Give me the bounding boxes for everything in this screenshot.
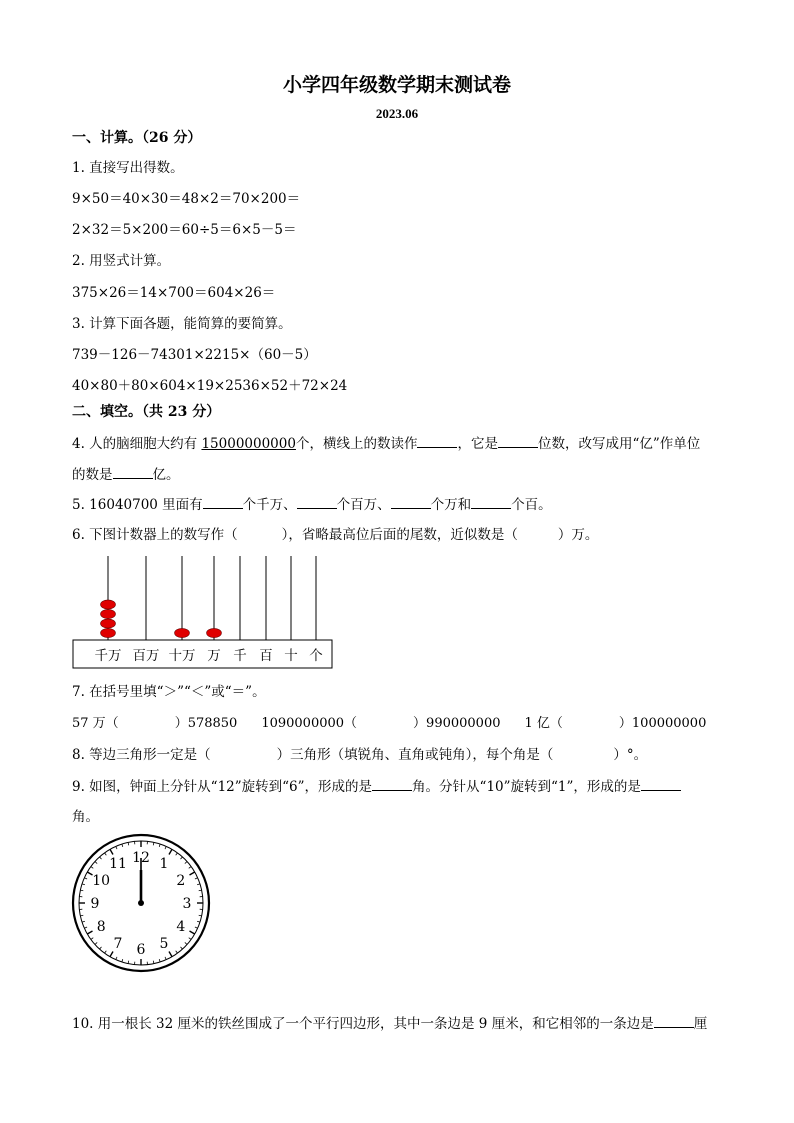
q4-text: 位数，改写成用“亿”作单位 — [537, 436, 701, 452]
q10-blank[interactable] — [654, 1014, 694, 1028]
clock-number: 2 — [176, 873, 186, 889]
q10-text: 10. 用一根长 32 厘米的铁丝围成了一个平行四边形，其中一条边是 9 厘米，和它相邻的一条边是 — [72, 1016, 654, 1032]
q2-item: 604×26＝ — [207, 285, 276, 301]
abacus-bead — [101, 609, 116, 618]
clock-number: 12 — [132, 850, 150, 866]
q1-item: 2×32＝ — [72, 222, 123, 238]
q7-text: ）100000000 — [618, 716, 707, 731]
q5-blank[interactable] — [471, 495, 511, 509]
abacus-bead — [175, 628, 190, 637]
q8-text: 8. 等边三角形一定是（ — [72, 747, 211, 763]
abacus-place-label: 万 — [207, 648, 221, 664]
q8-text: ）°。 — [613, 747, 648, 763]
q7-text: ）578850 — [174, 716, 238, 731]
abacus-counter — [72, 552, 337, 674]
q9-line1 — [72, 777, 681, 796]
q5-blank[interactable] — [391, 495, 431, 509]
q1-item: 5×200＝ — [122, 222, 182, 238]
q1-label: 1. 直接写出得数。 — [72, 160, 184, 176]
section2-heading: 二、填空。（共 23 分） — [72, 404, 221, 420]
q7-text: 1090000000（ — [261, 716, 358, 731]
clock-number: 3 — [182, 896, 192, 912]
q1-item: 40×30＝ — [122, 191, 182, 207]
q3-item: 40×80＋80×60 — [72, 378, 177, 394]
q6-text: 6. 下图计数器上的数写作（ — [72, 527, 238, 543]
q8-text: ）三角形（填锐角、直角或钝角），每个角是（ — [276, 747, 554, 763]
q3-item: 15×（60－5） — [221, 347, 317, 363]
section1-heading: 一、计算。（26 分） — [72, 130, 202, 146]
q7-text: ）990000000 — [413, 716, 501, 731]
q1-item: 6×5－5＝ — [232, 222, 297, 238]
q1-item: 70×200＝ — [232, 191, 301, 207]
q9-blank[interactable] — [641, 777, 681, 791]
q10-line — [72, 1014, 707, 1033]
q6-text: ）万。 — [557, 527, 599, 543]
q1-item: 60÷5＝ — [181, 222, 233, 238]
clock-number: 8 — [96, 919, 106, 935]
q3-item: 36×52＋72×24 — [242, 378, 348, 394]
q7-text: 57 万（ — [72, 716, 119, 731]
q10-text: 厘 — [693, 1016, 708, 1032]
clock-center — [138, 900, 144, 906]
abacus-place-label: 千 — [233, 648, 247, 664]
q3-row1 — [72, 346, 317, 364]
q5-text: 个万和 — [430, 497, 472, 513]
clock-number: 9 — [90, 896, 100, 912]
q4-number: 15000000000 — [201, 436, 296, 452]
abacus-place-label: 十 — [284, 648, 298, 664]
clock-number: 6 — [136, 942, 146, 958]
q5-text: 个百。 — [511, 497, 552, 513]
clock-number: 11 — [109, 856, 127, 873]
q5-text: 个百万、 — [336, 497, 391, 513]
q2-item: 375×26＝ — [72, 285, 140, 301]
q8-line — [72, 746, 647, 764]
q2-label: 2. 用竖式计算。 — [72, 253, 171, 269]
q4-blank-reading[interactable] — [417, 434, 457, 448]
clock-face — [70, 832, 212, 974]
q7-row — [72, 715, 706, 733]
abacus-bead — [101, 600, 116, 609]
abacus-bead — [207, 628, 222, 637]
abacus-place-label: 个 — [309, 648, 323, 664]
q3-item: 739－126－74 — [72, 347, 168, 363]
q1-item: 48×2＝ — [181, 191, 233, 207]
abacus-place-label: 千万 — [94, 648, 122, 664]
q4-line1 — [72, 434, 700, 453]
clock-number: 1 — [159, 856, 169, 873]
q4-text: 个，横线上的数读作 — [295, 436, 418, 452]
q9-line2: 角。 — [72, 809, 99, 825]
clock-number: 10 — [92, 873, 111, 889]
abacus-place-label: 百 — [259, 648, 273, 664]
q3-item: 301×22 — [167, 347, 222, 363]
q5-blank[interactable] — [203, 495, 243, 509]
q6-text: ），省略最高位后面的尾数，近似数是（ — [281, 527, 518, 543]
q4-line2 — [72, 465, 180, 484]
q4-text: 4. 人的脑细胞大约有 — [72, 436, 202, 452]
exam-date: 2023.06 — [375, 106, 419, 121]
q4-blank-yi[interactable] — [113, 465, 153, 479]
q4-blank-digits[interactable] — [498, 434, 538, 448]
q3-row2 — [72, 377, 347, 395]
clock-number: 7 — [113, 935, 123, 952]
q7-label: 7. 在括号里填“＞”“＜”或“＝”。 — [72, 684, 266, 700]
q4-text: 的数是 — [72, 467, 113, 483]
q5-text: 个千万、 — [242, 497, 297, 513]
clock-number: 4 — [176, 919, 186, 935]
q7-text: 1 亿（ — [524, 716, 563, 731]
clock-number: 5 — [159, 935, 169, 952]
q3-item: 4×19×25 — [176, 378, 243, 394]
q9-text: 9. 如图，钟面上分针从“12”旋转到“6”，形成的是 — [72, 779, 373, 795]
q2-item: 14×700＝ — [139, 285, 208, 301]
abacus-bead — [101, 619, 116, 628]
q3-label: 3. 计算下面各题，能简算的要简算。 — [72, 316, 292, 332]
q5-line — [72, 495, 552, 514]
abacus-place-label: 百万 — [132, 648, 160, 664]
abacus-bead — [101, 628, 116, 637]
abacus-place-label: 十万 — [168, 648, 196, 664]
q1-row2 — [72, 221, 296, 239]
q4-text: ，它是 — [457, 436, 498, 452]
q9-text: 角。分针从“10”旋转到“1”，形成的是 — [412, 779, 641, 795]
q6-line — [72, 526, 598, 544]
q2-row — [72, 284, 275, 302]
exam-title: 小学四年级数学期末测试卷 — [282, 74, 511, 96]
q9-blank[interactable] — [372, 777, 412, 791]
q4-text: 亿。 — [152, 467, 180, 483]
q1-item: 9×50＝ — [72, 191, 123, 207]
q5-blank[interactable] — [297, 495, 337, 509]
q5-text: 5. 16040700 里面有 — [72, 497, 203, 513]
q1-row1 — [72, 190, 300, 208]
